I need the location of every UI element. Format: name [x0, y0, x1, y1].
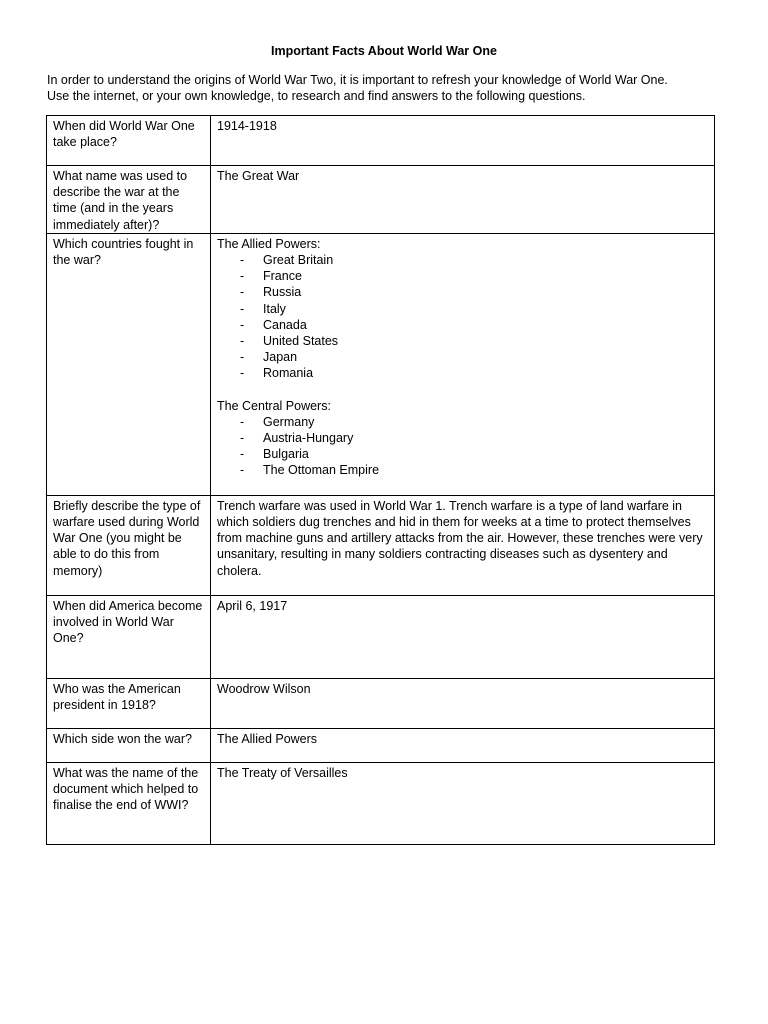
intro-line: In order to understand the origins of World War Two, it is important to refresh your knowledge of World War One.: [47, 73, 668, 87]
allied-powers-list: [217, 252, 708, 382]
table-row: [47, 166, 715, 234]
questions-table: [46, 115, 715, 845]
central-powers-list: [217, 414, 708, 479]
list-item: - Bulgaria: [217, 446, 708, 462]
table-row: [47, 728, 715, 762]
answer-cell[interactable]: Trench warfare was used in World War 1. Trench warfare is a type of land warfare in which soldiers dug trenches and hid in them for weeks at a time to protect themselves from machine guns and artillery attacks from the air. However, these trenches were very unsanitary, resulting in many soldiers contracting diseases such as dysentery and cholera.: [211, 495, 715, 595]
intro-paragraph: [47, 72, 727, 104]
list-item: - France: [217, 268, 708, 284]
list-item: - Austria-Hungary: [217, 430, 708, 446]
allied-powers-label: The Allied Powers:: [217, 236, 321, 251]
answer-cell[interactable]: The Treaty of Versailles: [211, 762, 715, 844]
list-item: - Romania: [217, 365, 708, 381]
answer-cell[interactable]: The Great War: [211, 166, 715, 234]
answer-cell[interactable]: The Allied Powers: [211, 728, 715, 762]
table-row: [47, 595, 715, 678]
list-item: - Germany: [217, 414, 708, 430]
document-title: Important Facts About World War One: [271, 44, 497, 58]
question-cell: When did America become involved in World War One?: [47, 595, 211, 678]
table-row: [47, 233, 715, 495]
list-item: - Great Britain: [217, 252, 708, 268]
table-row: [47, 678, 715, 728]
list-item: - Italy: [217, 301, 708, 317]
question-cell: Briefly describe the type of warfare used during World War One (you might be able to do this from memory): [47, 495, 211, 595]
answer-cell[interactable]: Woodrow Wilson: [211, 678, 715, 728]
question-cell: What name was used to describe the war at the time (and in the years immediately after)?: [47, 166, 211, 234]
question-cell: Which countries fought in the war?: [47, 233, 211, 495]
question-cell: When did World War One take place?: [47, 116, 211, 166]
table-row: [47, 495, 715, 595]
list-item: - Canada: [217, 317, 708, 333]
intro-line: Use the internet, or your own knowledge, to research and find answers to the following questions.: [47, 89, 586, 103]
answer-cell[interactable]: [211, 233, 715, 495]
list-item: - Japan: [217, 349, 708, 365]
central-powers-label: The Central Powers:: [217, 398, 331, 413]
spacer: [217, 382, 708, 398]
answer-cell[interactable]: 1914-1918: [211, 116, 715, 166]
question-cell: Which side won the war?: [47, 728, 211, 762]
list-item: - Russia: [217, 284, 708, 300]
answer-cell[interactable]: April 6, 1917: [211, 595, 715, 678]
table-row: [47, 116, 715, 166]
list-item: - The Ottoman Empire: [217, 462, 708, 478]
question-cell: Who was the American president in 1918?: [47, 678, 211, 728]
question-cell: What was the name of the document which helped to finalise the end of WWI?: [47, 762, 211, 844]
table-row: [47, 762, 715, 844]
list-item: - United States: [217, 333, 708, 349]
